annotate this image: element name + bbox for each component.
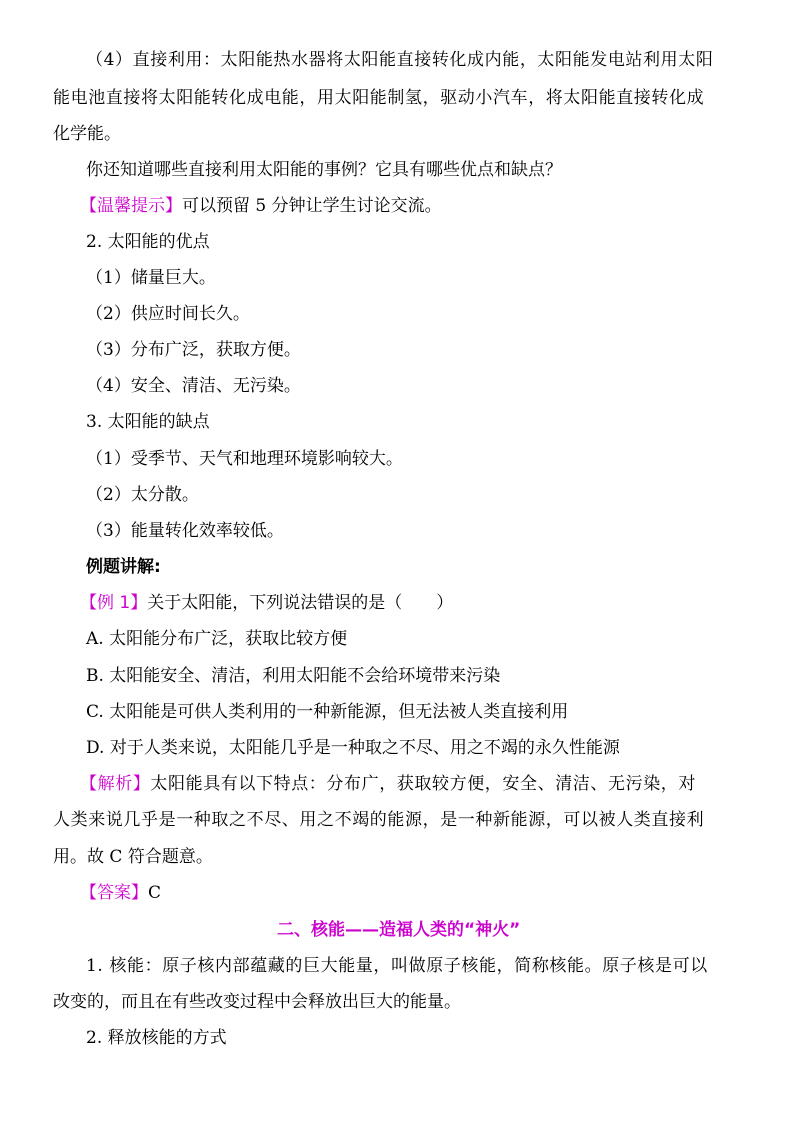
- example-stem: [80, 591, 453, 615]
- analysis-line-3: 用。故 C 符合题意。: [53, 847, 213, 867]
- direct-use-line-2: 能电池直接将太阳能转化成电能，用太阳能制氢，驱动小汽车，将太阳能直接转化成: [53, 88, 705, 108]
- option-a: A. 太阳能分布广泛，获取比较方便: [86, 629, 348, 649]
- tip-label: 【温馨提示】: [80, 196, 182, 216]
- direct-use-line-1: （4）直接利用：太阳能热水器将太阳能直接转化成内能，太阳能发电站利用太阳: [86, 50, 714, 70]
- answer-line: [80, 881, 161, 905]
- advantages-title: 2. 太阳能的优点: [86, 232, 210, 252]
- discussion-question: 你还知道哪些直接利用太阳能的事例？它具有哪些优点和缺点？: [86, 160, 562, 180]
- example-label: 【例 1】: [80, 593, 148, 613]
- advantage-item: （3）分布广泛，获取方便。: [86, 340, 301, 360]
- answer-value: C: [148, 883, 162, 903]
- advantage-item: （4）安全、清洁、无污染。: [86, 376, 301, 396]
- disadvantage-item: （3）能量转化效率较低。: [86, 521, 284, 541]
- example-stem-text: 关于太阳能，下列说法错误的是（ ）: [147, 593, 454, 613]
- advantage-item: （2）供应时间长久。: [86, 304, 250, 324]
- release-method-heading: 2. 释放核能的方式: [86, 1028, 227, 1048]
- analysis-label: 【解析】: [80, 774, 151, 794]
- option-d: D. 对于人类来说，太阳能几乎是一种取之不尽、用之不竭的永久性能源: [86, 738, 620, 758]
- tip-text: 可以预留 5 分钟让学生讨论交流。: [182, 196, 442, 216]
- option-c: C. 太阳能是可供人类利用的一种新能源，但无法被人类直接利用: [86, 702, 569, 722]
- disadvantage-item: （1）受季节、天气和地理环境影响较大。: [86, 449, 403, 469]
- analysis-text-1: 太阳能具有以下特点：分布广，获取较方便，安全、清洁、无污染，对: [150, 774, 697, 794]
- option-b: B. 太阳能安全、清洁，利用太阳能不会给环境带来污染: [86, 666, 501, 686]
- analysis-line-2: 人类来说几乎是一种取之不尽、用之不竭的能源，是一种新能源，可以被人类直接利: [53, 810, 705, 830]
- disadvantages-title: 3. 太阳能的缺点: [86, 412, 210, 432]
- nuclear-para-line-1: 1. 核能：原子核内部蕴藏的巨大能量，叫做原子核能，简称核能。原子核是可以: [86, 956, 708, 976]
- tip-paragraph: [80, 194, 442, 218]
- section-title: 二、核能——造福人类的“神火”: [277, 920, 521, 940]
- nuclear-para-line-2: 改变的，而且在有些改变过程中会释放出巨大的能量。: [53, 992, 461, 1012]
- direct-use-line-3: 化学能。: [53, 124, 121, 144]
- answer-label: 【答案】: [80, 883, 148, 903]
- analysis-line-1: [80, 772, 696, 796]
- disadvantage-item: （2）太分散。: [86, 485, 199, 505]
- advantage-item: （1）储量巨大。: [86, 268, 216, 288]
- example-heading: 例题讲解:: [86, 557, 161, 577]
